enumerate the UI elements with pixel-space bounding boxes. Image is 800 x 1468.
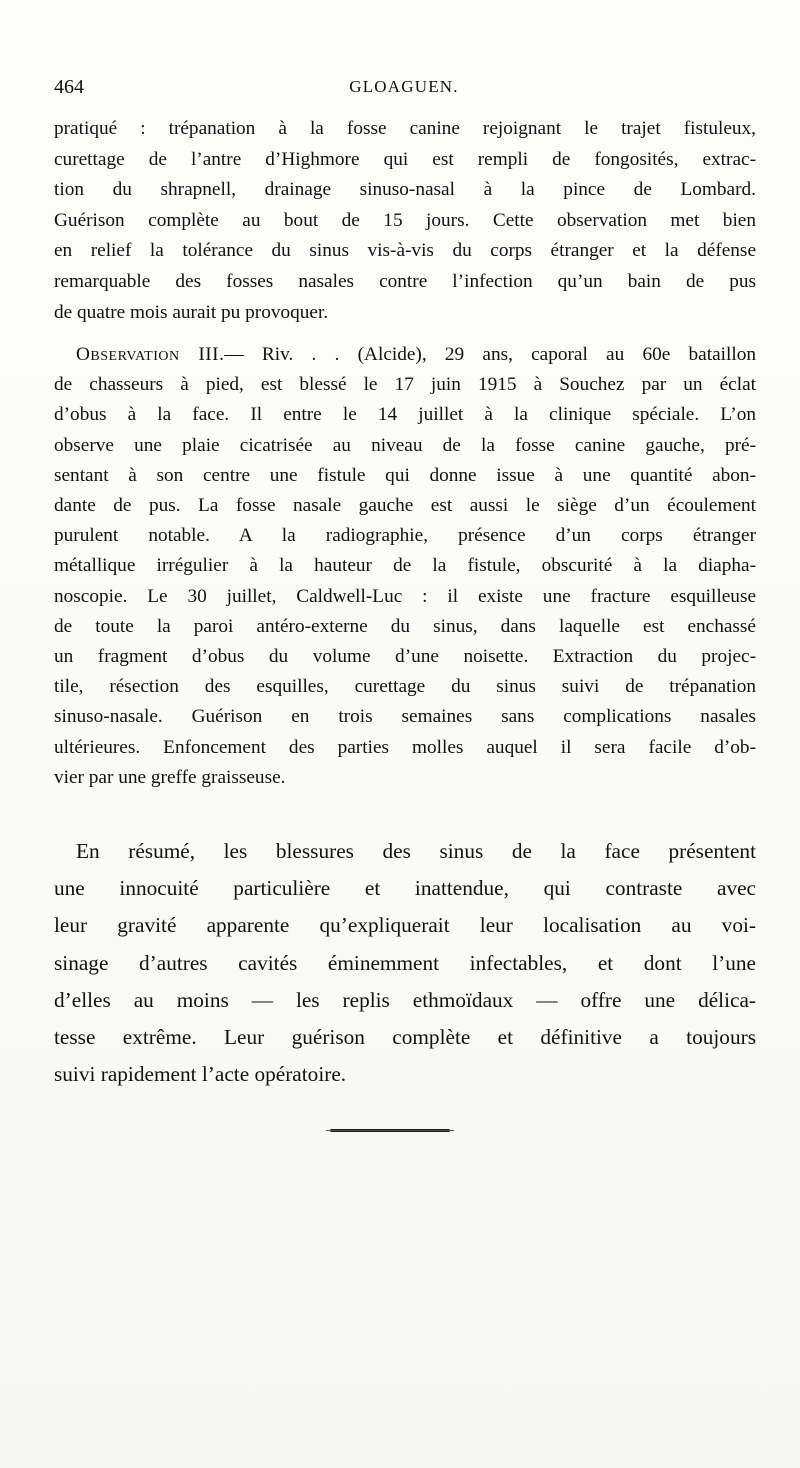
text-line: une innocuité particulière et inattendue, qui contraste avec [54,876,756,901]
text-line: curettage de l’antre d’Highmore qui est rempli de fongosités, extrac- [54,148,756,170]
text-line: d’obus à la face. Il entre le 14 juillet à la clinique spéciale. L’on [54,404,756,426]
paragraph-continuation [54,114,756,328]
text-line: suivi rapidement l’acte opératoire. [54,1062,347,1087]
text-line: sinuso-nasale. Guérison en trois semaines sans complications nasales [54,706,756,728]
text-line: tesse extrême. Leur guérison complète et définitive a toujours [54,1025,756,1050]
text-line: observe une plaie cicatrisée au niveau de la fosse canine gauche, pré- [54,434,756,456]
text-line: d’elles au moins — les replis ethmoïdaux — offre une délica- [54,987,756,1012]
text-line: de chasseurs à pied, est blessé le 17 juin 1915 à Souchez par un éclat [54,374,756,396]
text-line: tion du shrapnell, drainage sinuso-nasal à la pince de Lombard. [54,179,756,201]
text-line: dante de pus. La fosse nasale gauche est aussi le siège d’un écoulement [54,495,756,517]
text-line: noscopie. Le 30 juillet, Caldwell-Luc : il existe une fracture esquilleuse [54,585,756,607]
text-line: sinage d’autres cavités éminemment infectables, et dont l’une [54,950,756,975]
text-line: pratiqué : trépanation à la fosse canine rejoignant le trajet fistuleux, [54,118,756,139]
text-line: en relief la tolérance du sinus vis-à-vis du corps étranger et la défense [54,240,756,262]
text-line: de toute la paroi antéro-externe du sinus, dans laquelle est enchassé [54,615,756,637]
text-line: En résumé, les blessures des sinus de la face présentent [76,839,756,863]
text-line: leur gravité apparente qu’expliquerait leur localisation au voi- [54,913,756,938]
text-line: de quatre mois aurait pu provoquer. [54,301,329,323]
observation-first-line [54,340,756,370]
text-line: ultérieures. Enfoncement des parties molles auquel il sera facile d’ob- [54,736,756,758]
observation-first-line-text: — Riv. . . (Alcide), 29 ans, caporal au 60e bataillon [224,344,756,365]
text-line: remarquable des fosses nasales contre l’infection qu’un bain de pus [54,270,756,292]
text-line: un fragment d’obus du volume d’une noisette. Extraction du projec- [54,646,756,668]
text-line: purulent notable. A la radiographie, présence d’un corps étranger [54,525,756,547]
section-end-rule [330,1129,450,1132]
text-line: tile, résection des esquilles, curettage du sinus suivi de trépanation [54,676,756,698]
text-line: sentant à son centre une fistule qui donne issue à une quantité abon- [54,464,756,486]
running-head [54,76,754,104]
text-line: métallique irrégulier à la hauteur de la fistule, obscurité à la diapha- [54,555,756,577]
observation-label: Observation III. [76,344,225,365]
observation-paragraph [54,340,756,793]
running-title: GLOAGUEN. [349,77,459,96]
text-line: vier par une greffe graisseuse. [54,766,286,788]
summary-paragraph [54,833,756,1093]
page-number: 464 [54,76,84,98]
text-line: Guérison complète au bout de 15 jours. Cette observation met bien [54,209,756,231]
